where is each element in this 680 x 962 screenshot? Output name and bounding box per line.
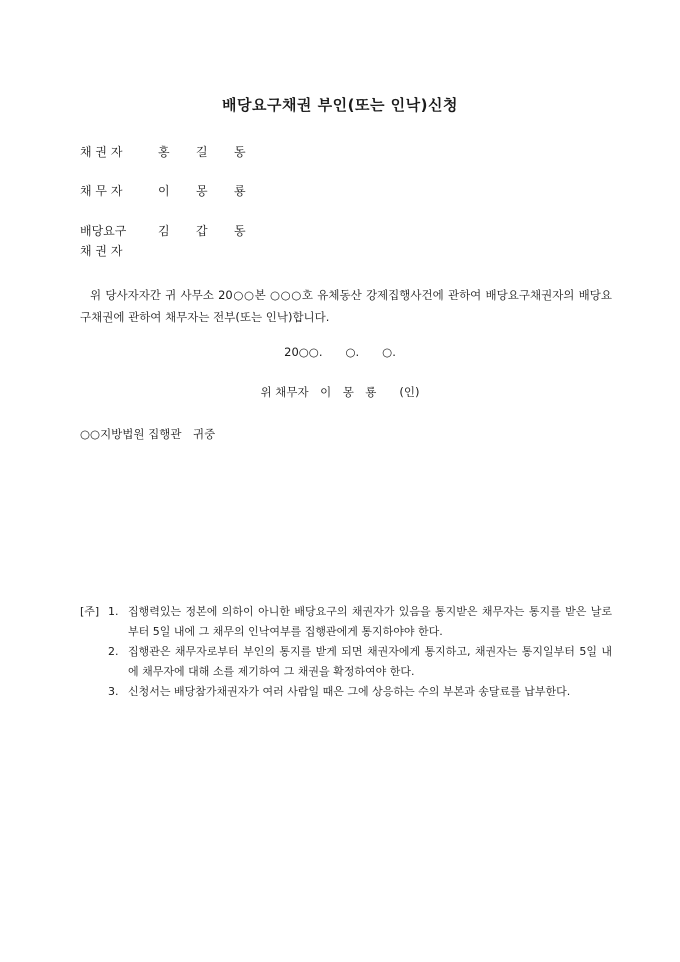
party-distribution-creditor: [80, 221, 272, 261]
party-name-char: 김: [158, 224, 170, 238]
note-text: 신청서는 배당참가채권자가 여러 사람일 때은 그에 상응하는 수의 부본과 송달료를 납부한다.: [128, 685, 571, 698]
party-creditor: [80, 142, 272, 162]
party-name-char: 길: [196, 145, 208, 159]
party-name-char: 이: [158, 184, 170, 198]
party-role: 배당요구: [80, 224, 127, 238]
note-text: 집행력있는 정본에 의하이 아니한 배당요구의 채권자가 있음을 통지받은 채무자는 통지를 받은 날로부터 5일 내에 그 채무의 인낙여부를 집행관에게 통지하야야 한다.: [128, 605, 612, 638]
party-role: 채 무 자: [80, 184, 123, 198]
party-name-char: 홍: [158, 145, 170, 159]
document-title: 배당요구채권 부인(또는 인낙)신청: [221, 96, 459, 114]
party-role: 채 권 자: [80, 145, 123, 159]
party-name-char: 동: [234, 145, 246, 159]
party-role-line2: 채 권 자: [80, 244, 123, 258]
note-number: 2.: [108, 645, 119, 658]
notes-label: [주]: [80, 605, 100, 618]
note-number: 1.: [108, 605, 119, 618]
note-item: [80, 602, 612, 642]
party-name-char: 동: [234, 224, 246, 238]
note-text: 집행관은 채무자로부터 부인의 통지를 받게 되면 채권자에게 통지하고, 채권자는 통지일부터 5일 내에 채무자에 대해 소를 제기하여 그 채권을 확정하여야 한다.: [128, 645, 612, 678]
notes-section: [80, 602, 612, 702]
document-date: 20○○. ○. ○.: [284, 345, 396, 359]
party-name-char: 룡: [234, 184, 246, 198]
note-number: 3.: [108, 685, 119, 698]
party-debtor: [80, 181, 272, 201]
party-name-char: 갑: [196, 224, 208, 238]
signer-line: 위 채무자 이 몽 룡 (인): [260, 385, 420, 399]
body-text: 위 당사자자간 귀 사무소 20○○본 ○○○호 유체동산 강제집행사건에 관하여 배당요구채권자의 배당요구채권에 관하여 채무자는 전부(또는 인낙)합니다.: [80, 288, 612, 324]
note-item: [80, 642, 612, 682]
court-addressee: ○○지방법원 집행관 귀중: [80, 427, 216, 441]
party-name-char: 몽: [196, 184, 208, 198]
body-paragraph: [80, 284, 612, 328]
note-item: [80, 682, 612, 702]
